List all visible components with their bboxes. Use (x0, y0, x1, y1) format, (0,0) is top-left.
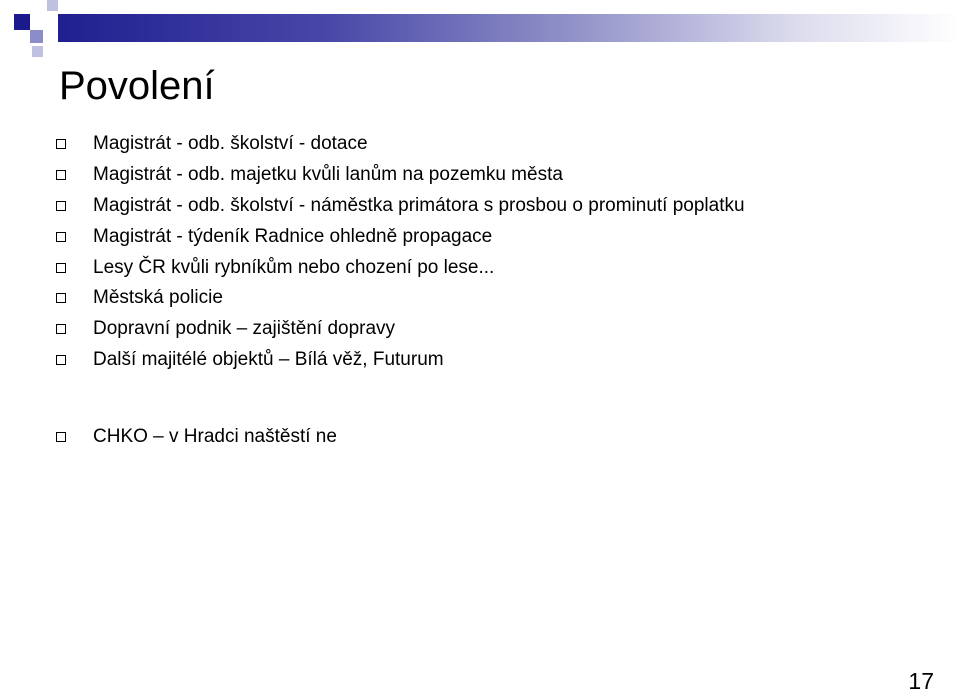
bullet-item (56, 190, 745, 221)
square-bullet-icon (56, 201, 66, 211)
bullet-item (56, 128, 368, 159)
bullet-text: Magistrát - odb. školství - náměstka primátora s prosbou o prominutí poplatku (93, 195, 745, 216)
bullet-item (56, 252, 494, 283)
bullet-text: Magistrát - týdeník Radnice ohledně propagace (93, 226, 493, 247)
square-bullet-icon (56, 324, 66, 334)
square-bullet-icon (56, 293, 66, 303)
bullet-item (56, 421, 337, 452)
slide-title: Povolení (59, 64, 215, 108)
square-bullet-icon (56, 263, 66, 273)
bullet-text: Magistrát - odb. majetku kvůli lanům na pozemku města (93, 164, 563, 185)
bullet-text: Další majitélé objektů – Bílá věž, Futurum (93, 349, 444, 370)
bullet-item (56, 282, 223, 313)
bullet-item (56, 344, 444, 375)
bullet-text: CHKO – v Hradci naštěstí ne (93, 426, 337, 447)
page-number: 17 (908, 668, 934, 694)
bullet-item (56, 221, 492, 252)
square-bullet-icon (56, 232, 66, 242)
bullet-item (56, 159, 563, 190)
bullet-text: Lesy ČR kvůli rybníkům nebo chození po lese... (93, 257, 495, 278)
bullet-item (56, 313, 395, 344)
bullet-text: Magistrát - odb. školství - dotace (93, 133, 368, 154)
square-bullet-icon (56, 170, 66, 180)
bullet-text: Městská policie (93, 287, 223, 308)
square-bullet-icon (56, 355, 66, 365)
square-bullet-icon (56, 139, 66, 149)
square-bullet-icon (56, 432, 66, 442)
bullet-text: Dopravní podnik – zajištění dopravy (93, 318, 396, 339)
